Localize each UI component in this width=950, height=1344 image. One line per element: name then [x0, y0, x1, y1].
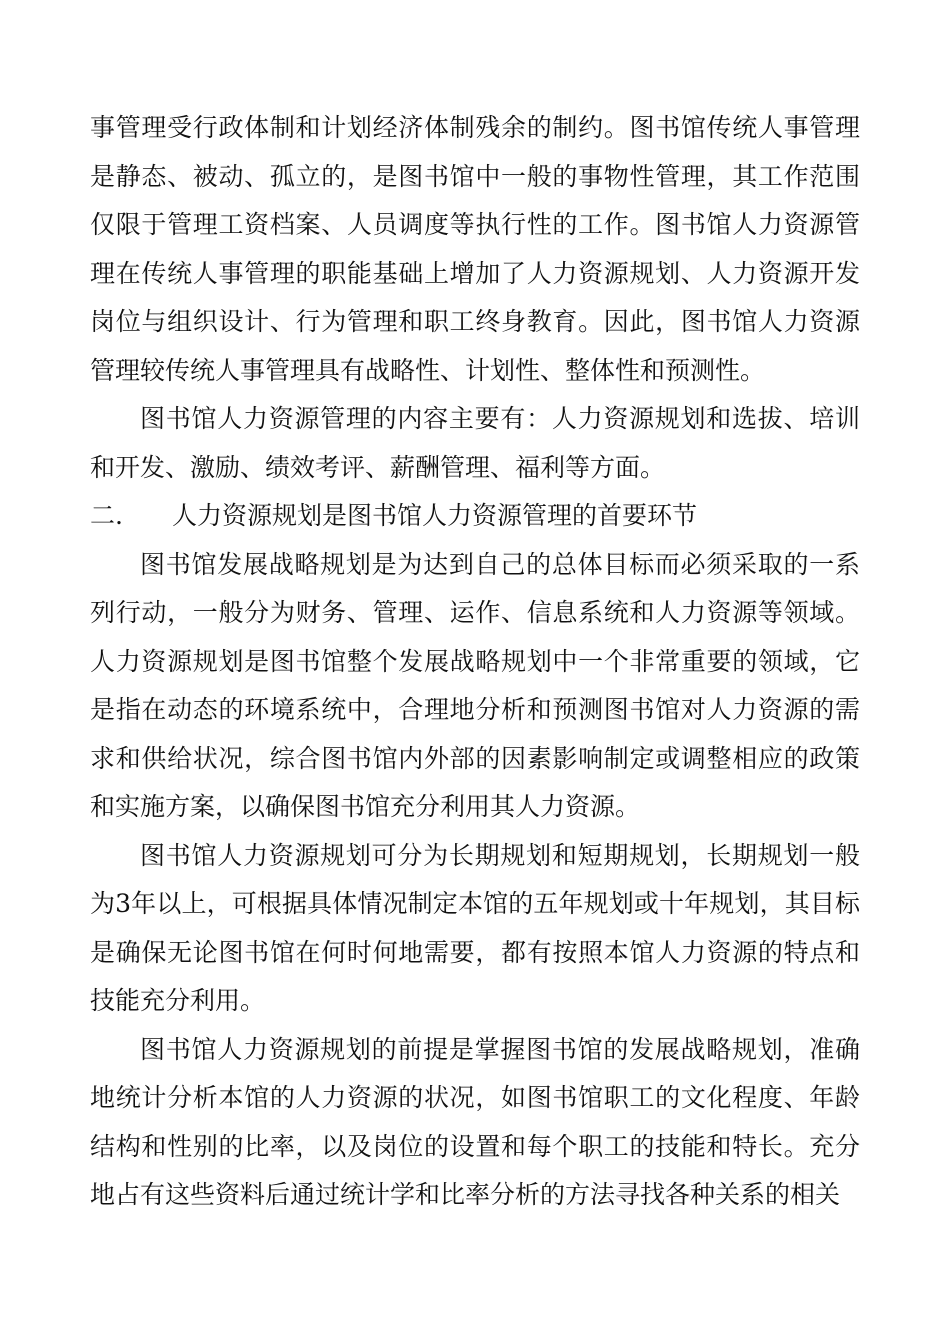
paragraph-continued: 事管理受行政体制和计划经济体制残余的制约。图书馆传统人事管理是静态、被动、孤立的，是图书馆中一般的事物性管理，其工作范围仅限于管理工资档案、人员调度等执行性的工作。图书馆人力资源管理在传统人事管理的职能基础上增加了人力资源规划、人力资源开发岗位与组织设计、行为管理和职工终身教育。因此，图书馆人力资源管理较传统人事管理具有战略性、计划性、整体性和预测性。	[90, 113, 860, 385]
section-number: 二.	[90, 501, 123, 530]
section-heading	[90, 492, 860, 541]
section-title: 人力资源规划是图书馆人力资源管理的首要环节	[172, 501, 698, 530]
paragraph-planning-premise: 图书馆人力资源规划的前提是掌握图书馆的发展战略规划，准确地统计分析本馆的人力资源的状况，如图书馆职工的文化程度、年龄结构和性别的比率，以及岗位的设置和每个职工的技能和特长。充分地占有这些资料后通过统计学和比率分析的方法寻找各种关系的相关	[90, 1034, 860, 1209]
document-page	[90, 104, 860, 1220]
paragraph-content-overview: 图书馆人力资源管理的内容主要有：人力资源规划和选拔、培训和开发、激励、绩效考评、薪酬管理、福利等方面。	[90, 404, 860, 482]
paragraph-strategy-planning: 图书馆发展战略规划是为达到自己的总体目标而必须采取的一系列行动，一般分为财务、管理、运作、信息系统和人力资源等领域。人力资源规划是图书馆整个发展战略规划中一个非常重要的领域，它是指在动态的环境系统中，合理地分析和预测图书馆对人力资源的需求和供给状况，综合图书馆内外部的因素影响制定或调整相应的政策和实施方案，以确保图书馆充分利用其人力资源。	[90, 549, 860, 821]
paragraph-long-short-term: 图书馆人力资源规划可分为长期规划和短期规划，长期规划一般为3年以上，可根据具体情况制定本馆的五年规划或十年规划，其目标是确保无论图书馆在何时何地需要，都有按照本馆人力资源的特点和技能充分利用。	[90, 840, 860, 1015]
